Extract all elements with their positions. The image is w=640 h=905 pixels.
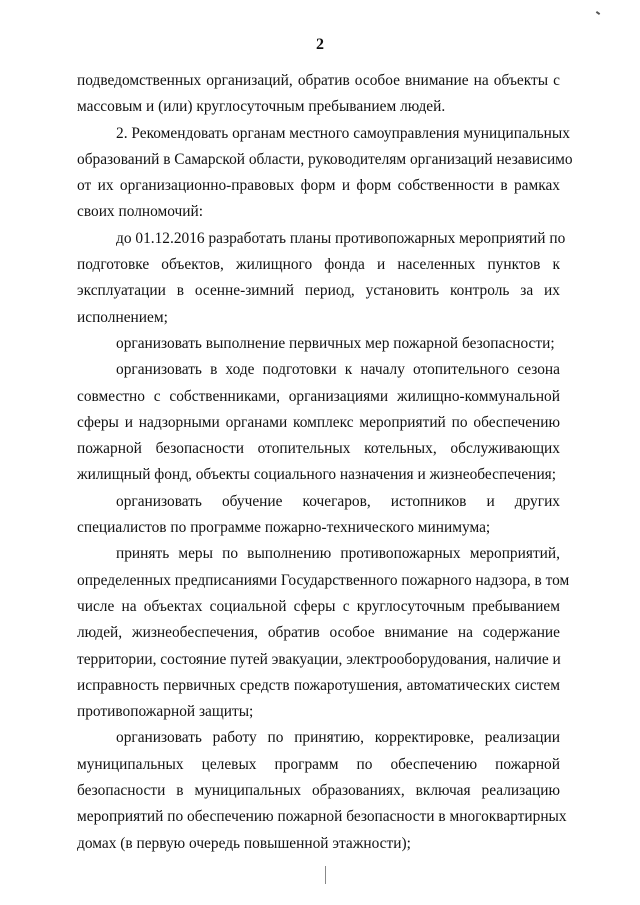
text-line: образований в Самарской области, руководителям организаций независимо: [77, 150, 573, 168]
text-line: домах (в первую очередь повышенной этажности);: [77, 834, 411, 852]
text-line: организовать в ходе подготовки к началу отопительного сезона: [116, 361, 560, 379]
text-line: определенных предписаниями Государственного пожарного надзора, в том: [77, 571, 570, 589]
text-line: сферы и надзорными органами комплекс мероприятий по обеспечению: [77, 413, 560, 431]
text-line: до 01.12.2016 разработать планы противопожарных мероприятий по: [116, 229, 566, 247]
text-line: муниципальных целевых программ по обеспечению пожарной: [77, 755, 560, 773]
text-line: эксплуатации в осенне-зимний период, установить контроль за их: [77, 282, 560, 300]
text-line: массовым и (или) круглосуточным пребыванием людей.: [77, 98, 446, 116]
paragraph: [77, 357, 560, 488]
text-line: исполнением;: [77, 308, 168, 326]
text-line: организовать работу по принятию, корректировке, реализации: [116, 729, 560, 747]
text-line: 2. Рекомендовать органам местного самоуправления муниципальных: [116, 124, 570, 142]
text-line: принять меры по выполнению противопожарных мероприятий,: [116, 545, 560, 563]
paragraph: [77, 331, 560, 357]
text-line: числе на объектах социальной сферы с круглосуточным пребыванием: [77, 597, 560, 615]
text-line: организовать обучение кочегаров, истопников и других: [116, 492, 560, 510]
scan-mark-top-right: [596, 11, 600, 15]
text-line: подготовке объектов, жилищного фонда и населенных пунктов к: [77, 256, 560, 274]
text-line: противопожарной защиты;: [77, 703, 254, 721]
document-body: [77, 68, 573, 857]
text-line: людей, жизнеобеспечения, обратив особое внимание на содержание: [77, 624, 560, 642]
text-line: исправность первичных средств пожаротушения, автоматических систем: [77, 676, 560, 694]
text-line: мероприятий по обеспечению пожарной безопасности в многоквартирных: [77, 808, 567, 826]
text-line: совместно с собственниками, организациями жилищно-коммунальной: [77, 387, 560, 405]
text-line: жилищный фонд, объекты социального назначения и жизнеобеспечения;: [77, 466, 557, 484]
paragraph: [77, 121, 573, 226]
text-line: своих полномочий:: [77, 203, 204, 221]
paragraph: [77, 489, 560, 542]
text-line: специалистов по программе пожарно-технического минимума;: [77, 519, 491, 537]
scan-mark-bottom: [325, 866, 326, 884]
text-line: организовать выполнение первичных мер пожарной безопасности;: [116, 334, 555, 352]
text-line: территории, состояние путей эвакуации, электрооборудования, наличие и: [77, 650, 561, 668]
text-line: подведомственных организаций, обратив особое внимание на объекты с: [77, 72, 560, 89]
paragraph: [77, 68, 560, 121]
paragraph: [77, 725, 567, 856]
text-line: от их организационно-правовых форм и форм собственности в рамках: [77, 177, 560, 195]
text-line: пожарной безопасности отопительных котельных, обслуживающих: [77, 440, 560, 458]
text-line: безопасности в муниципальных образованиях, включая реализацию: [77, 782, 560, 800]
page-number: 2: [316, 36, 324, 53]
paragraph: [77, 226, 566, 331]
paragraph: [77, 541, 570, 725]
